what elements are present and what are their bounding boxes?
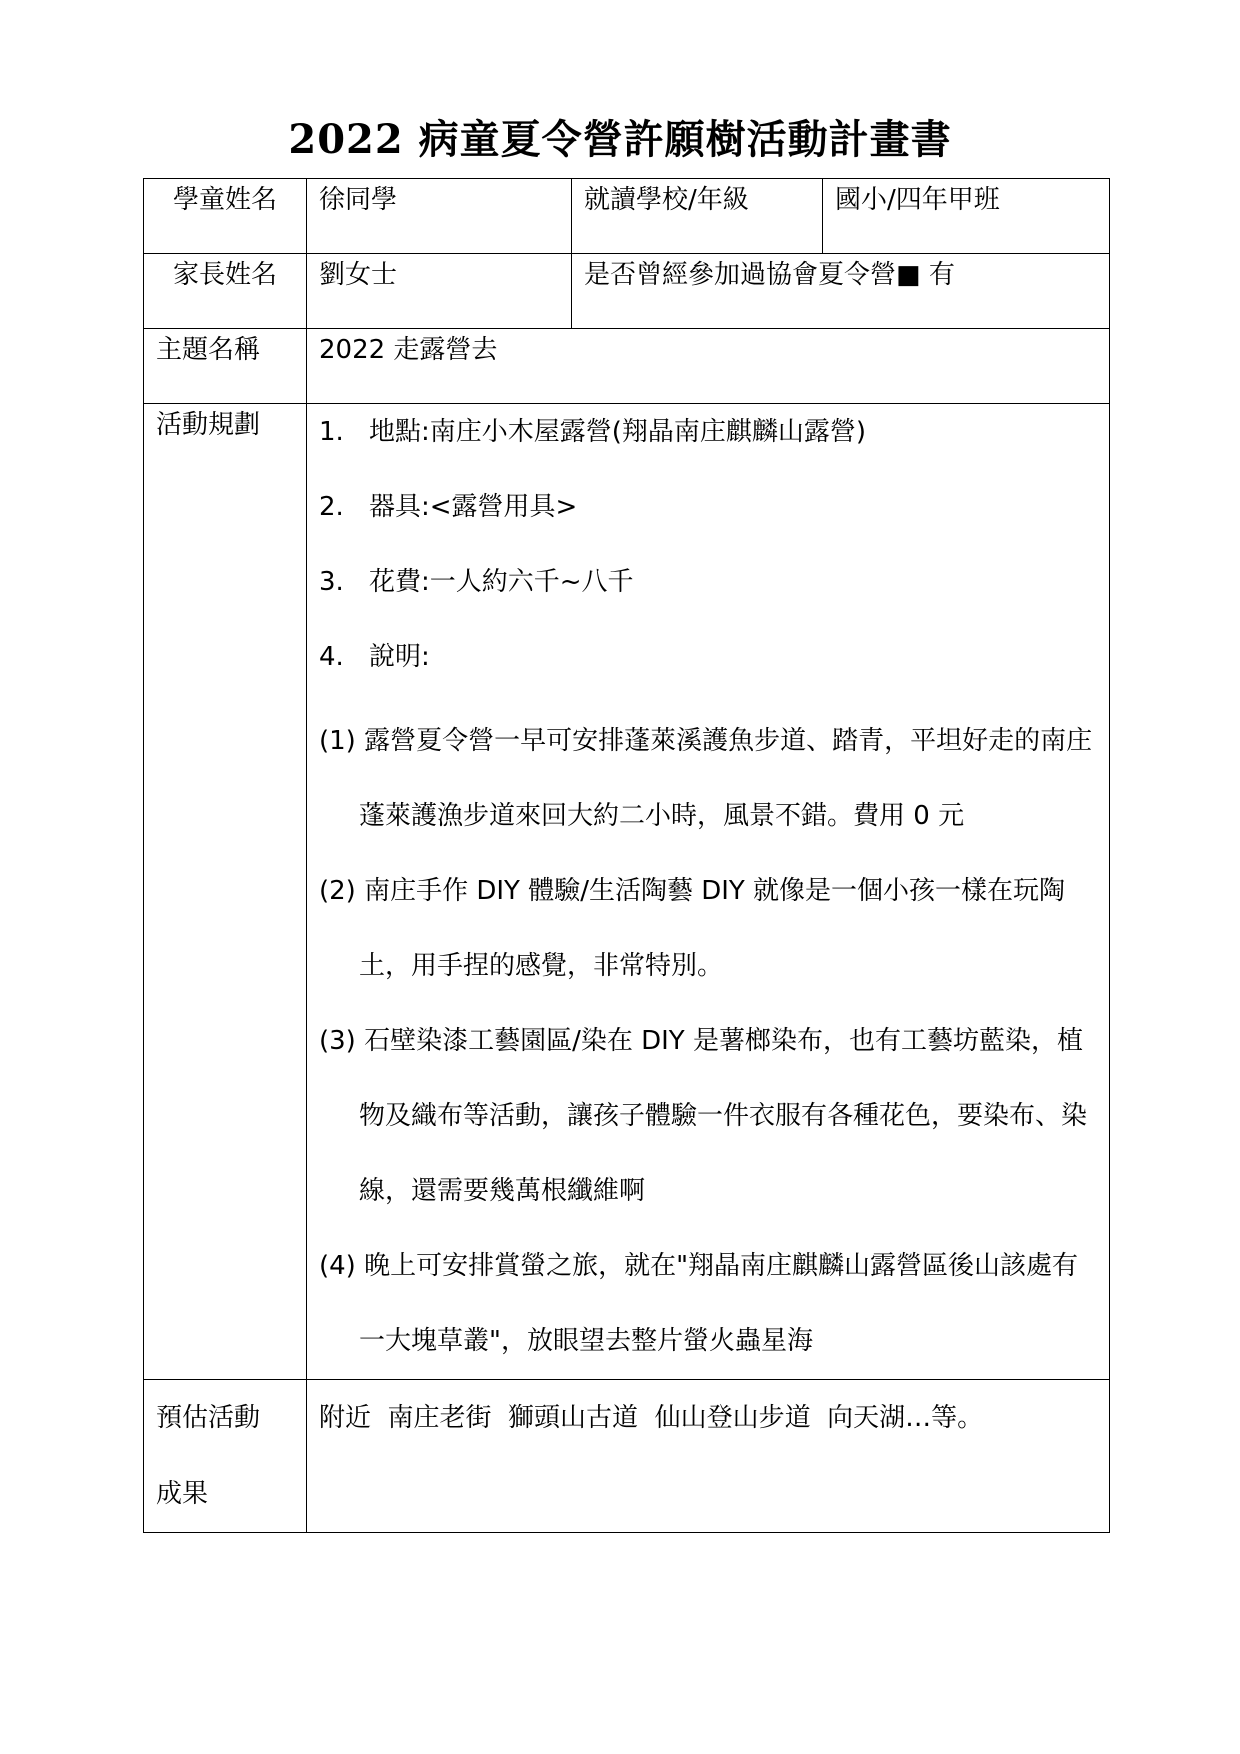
plan-item-text: 花費:一人約六千~八千: [369, 567, 634, 597]
plan-item-number: 2.: [319, 492, 344, 522]
table-row: [144, 179, 1110, 254]
plan-form-table: [143, 178, 1110, 1533]
plan-paragraph: (4) 晚上可安排賞螢之旅，就在"翔晶南庄麒麟山露營區後山該處有一大塊草叢"，放眼望去整片螢火蟲星海: [319, 1251, 1079, 1356]
plan-paragraph: (2) 南庄手作 DIY 體驗/生活陶藝 DIY 就像是一個小孩一樣在玩陶土，用手捏的感覺，非常特別。: [319, 876, 1066, 981]
school-grade-label: 就讀學校/年級: [572, 179, 823, 254]
plan-label: 活動規劃: [144, 404, 307, 1380]
participated-before-field: 是否曾經參加過協會夏令營■ 有: [572, 254, 1110, 329]
table-row: [144, 254, 1110, 329]
school-grade-value: 國小/四年甲班: [823, 179, 1110, 254]
parent-name-value: 劉女士: [307, 254, 572, 329]
student-name-label: 學童姓名: [144, 179, 307, 254]
table-row: [144, 1380, 1110, 1533]
expected-result-label: [144, 1380, 307, 1533]
plan-item: [319, 629, 1097, 685]
table-row: [144, 329, 1110, 404]
plan-item: [319, 554, 1097, 610]
expected-result-label-line2: 成果: [156, 1479, 209, 1509]
expected-result-label-line1: 預估活動: [156, 1403, 261, 1433]
theme-value: 2022 走露營去: [307, 329, 1110, 404]
plan-item-text: 器具:<露營用具>: [369, 492, 578, 522]
page-title: 2022 病童夏令營許願樹活動計畫書: [288, 116, 952, 163]
theme-label: 主題名稱: [144, 329, 307, 404]
plan-item-number: 3.: [319, 567, 344, 597]
plan-paragraph: (1) 露營夏令營一早可安排蓬萊溪護魚步道、踏青，平坦好走的南庄蓬萊護漁步道來回大約二小時，風景不錯。費用 0 元: [319, 726, 1093, 831]
plan-content: [307, 404, 1110, 1380]
student-name-value: 徐同學: [307, 179, 572, 254]
plan-paragraph: (3) 石壁染漆工藝園區/染在 DIY 是薯榔染布，也有工藝坊藍染，植物及織布等活動，讓孩子體驗一件衣服有各種花色，要染布、染線，還需要幾萬根纖維啊: [319, 1026, 1088, 1206]
table-row: [144, 404, 1110, 1380]
plan-item-number: 1.: [319, 417, 344, 447]
plan-item: [319, 404, 1097, 460]
plan-item-text: 地點:南庄小木屋露營(翔晶南庄麒麟山露營): [369, 417, 867, 447]
plan-item-number: 4.: [319, 642, 344, 672]
plan-item: [319, 479, 1097, 535]
plan-item-text: 說明:: [369, 642, 430, 672]
expected-result-value: 附近 南庄老街 獅頭山古道 仙山登山步道 向天湖…等。: [307, 1380, 1110, 1533]
parent-name-label: 家長姓名: [144, 254, 307, 329]
